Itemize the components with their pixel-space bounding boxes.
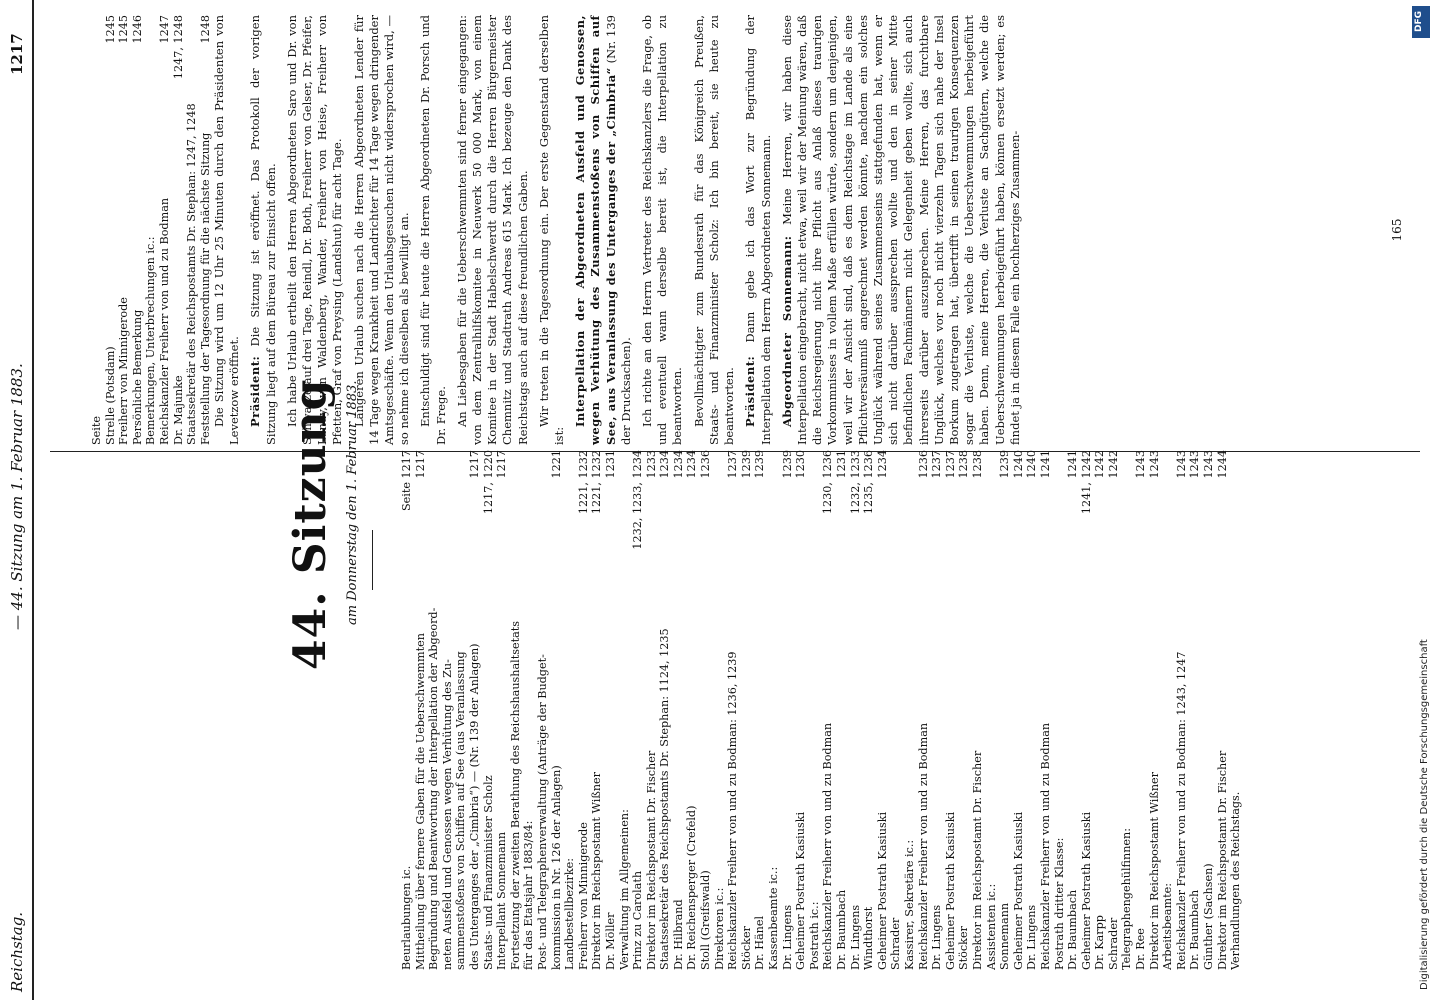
toc-entry [821,450,835,970]
toc-entry-label: Schrader [1106,917,1120,970]
toc-entry [835,450,849,970]
toc-entry [563,450,577,970]
toc-entry [1093,450,1107,970]
toc-entry-page: 1230, 1236 [821,450,835,515]
toc-entry [522,450,536,970]
toc-entry [1053,450,1067,970]
toc-entry-label: Dr. Majunke [171,375,185,445]
toc-entry [740,450,754,970]
toc-entry-page: 1239 [739,450,753,479]
toc-entry-page: 1239 [998,450,1012,479]
toc-entry-page: 1238 [970,450,984,479]
toc-entry-page: 1243 [1174,450,1188,479]
toc-entry-page: 1217 [413,450,427,479]
toc-entry-label: Beurlaubungen ic. [400,865,413,970]
toc-entry-label: Dr. Reichensperger (Crefeld) [685,805,699,970]
toc-entry-page: 1232, 1233 [848,450,862,515]
toc-entry [1120,450,1134,970]
header-rule [32,0,34,1000]
toc-entry-label: Landbestellbezirke: [563,857,577,970]
toc-entry-page: 1231 [603,450,617,479]
toc-entry-label: Dr. Karpp [1093,915,1107,970]
toc-entry-page: 1240 [1011,450,1025,479]
toc-entry-label: Reichskanzler Freiherr von und zu Bodman [157,197,171,445]
toc-entry-label: Reichskanzler Freiherr von und zu Bodman [1038,722,1052,970]
toc-entry-label: Dr. Lingens [1025,904,1039,970]
toc-entry-label: Dr. Baumbach [1188,889,1202,970]
toc-entry-label: Reichskanzler Freiherr von und zu Bodman: 1236, 1239 [726,651,740,970]
minister-paragraph: Bevollmächtigter zum Bundesrath für das Königreich Preußen, Staats- und Finanzminister Scholz: Ich bin bereit, sie heute zu beantworten. [691,15,737,445]
toc-entry-page: 1242 [1093,450,1107,479]
toc-entry-label: Bemerkungen, Unterbrechungen ic.: [144,236,158,445]
toc-entry-label: Fortsetzung der zweiten Berathung des Reichshaushaltsetats [508,621,522,970]
toc-entry-label: Windthorst [862,906,876,970]
toc-entry [577,450,591,970]
toc-entry [645,450,659,970]
interpellation-paragraph [573,15,634,445]
toc-entry-label: Direktoren ic.: [712,887,726,970]
toc-entry-label: Günther (Sachsen) [1202,863,1216,970]
toc-entry-page: 1242 [1106,450,1120,479]
toc-entry-label: kommission in Nr. 126 der Anlagen) [549,765,563,970]
toc-entry [1107,450,1121,970]
toc-entry-page: 1234 [671,450,685,479]
toc-entry-page: 1243 [1147,450,1161,479]
paragraph-text: (Nr. 139 der Drucksachen). [603,15,633,445]
toc-entry-label: Dr. Hilbrand [671,899,685,970]
toc-entry [685,450,699,970]
toc-entry [808,450,822,970]
digitization-note [1412,0,1432,1000]
toc-entry-label: Direktor im Reichspostamt Dr. Fischer [1215,750,1229,970]
toc-entry [971,450,985,970]
toc-entry-label: Prinz zu Carolath [631,870,645,970]
toc-entry [131,15,145,445]
toc-entry-page: 1236 [699,450,713,479]
toc-entry-label: Stoll (Greifswald) [699,870,713,970]
toc-entry [889,450,903,970]
toc-entry [90,15,104,445]
toc-entry-label: Geheimer Postrath Kasiuski [875,811,889,970]
toc-entry-label: Kassenbeamte ic.: [767,866,781,970]
toc-entry-page: 1217, 1220 [481,450,495,515]
toc-entry-label: Dr. Baumbach [835,889,848,970]
donations-paragraph: An Liebesgaben für die Ueberschwemmten sind ferner eingegangen: von dem Zentralhilfskomitee in Neuwerk 50 000 Mark, von einem Komitee in der Stadt Habelschwerdt durch die Herren Bürgermeister Chemnitz und Stadtrath Andreas 615 Mark. Ich bezeuge den Dank des Reichstags auch auf diese freundlichen Gaben. [454,15,530,445]
toc-entry [1134,450,1148,970]
toc-entry [468,450,482,970]
toc-entry-page: Seite 1217 [400,450,413,512]
toc-entry [1039,450,1053,970]
toc-entry [441,450,455,970]
toc-entry-label: Postrath ic.: [807,901,821,970]
toc-entry-page: 1232, 1233, 1234 [631,450,645,550]
sonnemann-paragraph [780,15,1023,445]
question-paragraph: Ich richte an den Herrn Vertreter des Reichskanzlers die Frage, ob und eventuell wann derselbe bereit ist, die Interpellation zu beantworten. [640,15,685,445]
toc-entry-label: Verwaltung im Allgemeinen: [617,809,631,970]
toc-entry [427,450,441,970]
toc-entry-page: 1243 [1134,450,1148,479]
toc-entry [1025,450,1039,970]
leave-paragraph: Ich habe Urlaub ertheilt den Herren Abgeordneten Saro und Dr. von Schwarze auf drei Tage, Reindl, Dr. Both, Freiherr von Gelser, Dr. Pfeifer, Landy, von Waldenberg, Wander, Freiherr von Heise, Freiherr von Pfetten, Graf von Preysing (Landshut) für acht Tage. [284,15,345,445]
long-leave-paragraph: Längeren Urlaub suchen nach die Herren Abgeordneten Lender für 14 Tage wegen Krankheit und Landrichter für 14 Tage wegen dringender Amtsgeschäfte. Wenn den Urlaubsgesuchen nicht widersprochen wird, — so nehme ich dieselben als bewilligt an. [351,15,412,445]
toc-entry-label: sammenstoßens von Schiffen auf See (aus Veranlassung [454,651,468,970]
logo-text: DFG [1414,10,1424,32]
toc-entry-page: 1234 [658,450,672,479]
toc-entry-page: 1244 [1215,450,1229,479]
toc-entry-label: Geheimer Postrath Kasiuski [1011,811,1025,970]
toc-entry-label: Dr. Lingens [930,904,944,970]
toc-entry [158,15,172,445]
toc-entry [104,15,118,445]
toc-entry-label: Stöcker [957,926,971,970]
toc-entry-label: Freiherr von Minnigerode [576,822,590,970]
toc-entry [944,450,958,970]
session-subtitle: am Donnerstag den 1. Februar 1883. [345,380,360,625]
toc-entry-label: Strelle (Potsdam) [103,346,117,445]
interpellation-title: Interpellation der Abgeordneten Ausfeld und Genossen, wegen Verhütung des Zusammenstoßens von Schiffen auf See, aus Veranlassung des Unterganges der „Cimbria“ [573,15,618,445]
toc-entry-label: Schrader [889,917,903,970]
toc-entry-page: 1247, 1248 [171,15,185,80]
toc-entry-page: 1217 [467,450,481,479]
paragraph-text: Dann gebe ich das Wort zur Begründung der Interpellation dem Herrn Abgeordneten Sonnemann. [743,15,773,445]
toc-entry [117,15,131,445]
toc-entry-page: 1239 [780,450,794,479]
toc-entry [1066,450,1080,970]
toc-entry-page: 1234 [685,450,699,479]
toc-entry-label: Direktor im Reichspostamt Wißner [590,772,604,970]
toc-entry-label: Reichskanzler Freiherr von und zu Bodman [916,722,930,970]
toc-entry-label: Post- und Telegraphenverwaltung (Anträge der Budget- [535,654,549,970]
toc-entry-label: Postrath dritter Klasse: [1052,837,1066,970]
toc-entry [1175,450,1189,970]
toc-entry [618,450,632,970]
toc-entry-label: Verhandlungen des Reichstags. [1229,791,1243,970]
toc-entry [1161,450,1175,970]
toc-entry [862,450,876,970]
toc-entry-page: 1221, 1232 [576,450,590,515]
toc-entry-label: Dr. Lingens [780,904,794,970]
session-title: 44. Sitzung [285,378,336,670]
toc-entry [1216,450,1230,970]
paragraph-text: Die Sitzung ist eröffnet. Das Protokoll der vorigen Sitzung liegt auf dem Büreau zur Einsicht offen. [248,15,278,445]
title-rule [372,530,373,590]
toc-entry [400,450,414,970]
toc-entry [590,450,604,970]
table-of-contents-right [90,15,212,445]
toc-entry [631,450,645,970]
toc-entry-label: Staats- und Finanzminister Scholz [481,775,495,970]
toc-entry [454,450,468,970]
toc-entry-page: 1237 [943,450,957,479]
toc-entry [1148,450,1162,970]
speaker-label: Präsident: [743,355,758,427]
toc-entry-label: Mittheilung über fernere Gaben für die Ueberschwemmten [413,633,427,970]
toc-entry [767,450,781,970]
toc-entry-label: Kassirer, Sekretäre ic.: [902,839,916,970]
toc-entry [144,15,158,445]
paragraph-text: Meine Herren, wir haben diese Interpellation eingebracht, nicht etwa, weil wir der Meinung wären, daß die Reichsregierung nicht ihre Pflicht aus Anlaß dieses traurigen Vorkommnisses in vollem Maße erfüllen würde, sondern um denjenigen, weil wir der Ansicht sind, daß es dem Reichstage im Lande als eine Pflichtversäumniß angerechnet werden könnte, nachdem ein solches Unglück während seines Zusammenseins stattgefunden hat, wenn er sich nicht darüber aussprechen wollte und den in seiner Mitte befindlichen Fachmännern nicht Gelegenheit geben wollte, sich auch ihrerseits darüber auszusprechen. Meine Herren, das furchtbare Unglück, welches vor noch nicht vierzehn Tagen sich nahe der Insel Borkum zugetragen hat, übertrifft in seinen traurigen Konsequenzen sogar die Verluste, welche die Ueberschwemmungen herbeigeführt haben. Denn, meine Herren, die Verluste an Sachgütern, welche die Ueberschwemmungen herbeigeführt haben, können ersetzt werden; es findet ja in diesem Falle ein hochherziges Zusammen- [779,14,1022,445]
toc-entry [536,450,550,970]
table-of-contents-left [400,450,1243,970]
toc-entry-page: 1235, 1236 [862,450,876,515]
speaker-label: Abgeordneter Sonnemann: [779,235,794,427]
toc-entry-page: 1246 [130,15,144,44]
toc-entry [1229,450,1243,970]
toc-entry [917,450,931,970]
toc-entry-label: Dr. Ree [1134,928,1148,970]
toc-entry-label: Geheimer Postrath Kasiuski [943,811,957,970]
toc-entry-label: Geheimer Postrath Kasiuski [1079,811,1093,970]
toc-entry-label: Staatssekretär des Reichspostamts Dr. Stephan: 1247, 1248 [185,103,199,445]
toc-entry-label: Reichskanzler Freiherr von und zu Bodman: 1243, 1247 [1174,651,1188,970]
toc-entry [699,450,713,970]
toc-entry-label: Dr. Baumbach [1066,889,1080,970]
toc-entry [713,450,727,970]
toc-entry-label: Interpellant Sonnemann [495,831,509,970]
toc-entry-page: 1238 [957,450,971,479]
running-header-page-number: 1217 [8,33,26,75]
toc-entry [903,450,917,970]
toc-entry-page: 1237 [726,450,740,479]
toc-entry-page: 1243 [1188,450,1202,479]
toc-entry-page: 1240 [1025,450,1039,479]
toc-entry [998,450,1012,970]
digitization-note-text: Digitalisierung gefördert durch die Deutsche Forschungsgemeinschaft [1419,639,1430,990]
toc-entry-page: 1245 [117,15,131,44]
toc-entry [726,450,740,970]
toc-entry [781,450,795,970]
toc-entry [604,450,618,970]
signature-number: 165 [1390,218,1404,242]
toc-entry-page: 1234 [875,450,889,479]
toc-entry-label: Assistenten ic.: [984,883,998,970]
toc-entry-label: Stöcker [739,926,753,970]
toc-entry-page: 1245 [103,15,117,44]
toc-entry-page: 1217 [495,450,509,479]
toc-entry-label: neten Ausfeld und Genossen wegen Verhütung des Zu- [440,659,454,970]
toc-entry-label: Arbeitsbeamte: [1161,883,1175,970]
toc-entry-page: 1241, 1242 [1079,450,1093,515]
toc-entry-page: 1241 [1066,450,1080,479]
toc-entry-label: Persönliche Bemerkung [130,309,144,445]
toc-entry [185,15,199,445]
toc-entry-page: 1243 [1202,450,1216,479]
toc-entry-label: des Unterganges der „Cimbria“) — (Nr. 139 der Anlagen) [467,643,481,970]
toc-entry [794,450,808,970]
toc-entry-label: Begründung und Beantwortung der Interpellation der Abgeord- [427,607,441,970]
toc-entry-page: 1247 [157,15,171,44]
toc-entry [199,15,213,445]
toc-entry-page: 1248 [198,15,212,44]
toc-entry-page: 1236 [916,450,930,479]
agenda-paragraph: Wir treten in die Tagesordnung ein. Der erste Gegenstand derselben ist: [536,15,567,445]
toc-entry-page: 1230 [794,450,808,479]
toc-entry-label: Dr. Möller [603,912,617,970]
toc-entry-label: Dr. Lingens [848,904,862,970]
toc-entry-label: Seite [90,416,103,445]
toc-entry-label: Freiherr von Minnigerode [117,297,131,445]
toc-entry [495,450,509,970]
toc-entry [1012,450,1026,970]
toc-entry-label: Sonnemann [998,902,1012,970]
toc-entry [414,450,428,970]
toc-entry-label: Geheimer Postrath Kasiuski [794,811,808,970]
toc-entry-label: Reichskanzler Freiherr von und zu Bodman [821,722,835,970]
toc-entry [509,450,523,970]
toc-entry-page: 1239 [753,450,767,479]
opening-paragraph: Die Sitzung wird um 12 Uhr 25 Minuten durch den Präsidenten von Levetzow eröffnet. [212,15,242,445]
toc-entry [672,450,686,970]
toc-entry-page: 1221 [549,450,563,479]
toc-entry-label: Staatssekretär des Reichspostamts Dr. Stephan: 1124, 1235 [658,628,672,970]
session-body-text [212,15,1029,445]
toc-entry-page: 1231 [835,450,848,479]
toc-entry [957,450,971,970]
toc-entry [482,450,496,970]
running-header-center: — 44. Sitzung am 1. Februar 1883. [8,363,26,630]
toc-entry [658,450,672,970]
toc-entry [1188,450,1202,970]
president-paragraph-2 [743,15,773,445]
toc-entry [550,450,564,970]
toc-entry-label: Dr. Hänel [753,915,767,970]
toc-entry [172,15,186,445]
toc-entry-page: 1233 [644,450,658,479]
toc-entry-page: 1237 [930,450,944,479]
toc-entry [1202,450,1216,970]
toc-entry-page: 1221, 1232 [590,450,604,515]
toc-entry [753,450,767,970]
toc-entry [849,450,863,970]
toc-entry-label: Direktor im Reichspostamt Wißner [1147,772,1161,970]
toc-entry-page: 1241 [1038,450,1052,479]
toc-entry [876,450,890,970]
running-header-left: Reichstag. [8,911,26,992]
toc-entry [1080,450,1094,970]
toc-entry-label: für das Etatsjahr 1883/84: [522,820,536,970]
president-paragraph-1 [248,15,278,445]
toc-entry-label: Feststellung der Tagesordnung für die nächste Sitzung [198,132,212,445]
toc-entry-label: Direktor im Reichspostamt Dr. Fischer [970,750,984,970]
toc-entry-label: Direktor im Reichspostamt Dr. Fischer [644,750,658,970]
toc-entry [985,450,999,970]
speaker-label: Präsident: [248,355,263,427]
toc-entry [930,450,944,970]
toc-entry-label: Telegraphengehülfinnen: [1120,827,1134,970]
excused-paragraph: Entschuldigt sind für heute die Herren Abgeordneten Dr. Porsch und Dr. Frege. [418,15,448,445]
